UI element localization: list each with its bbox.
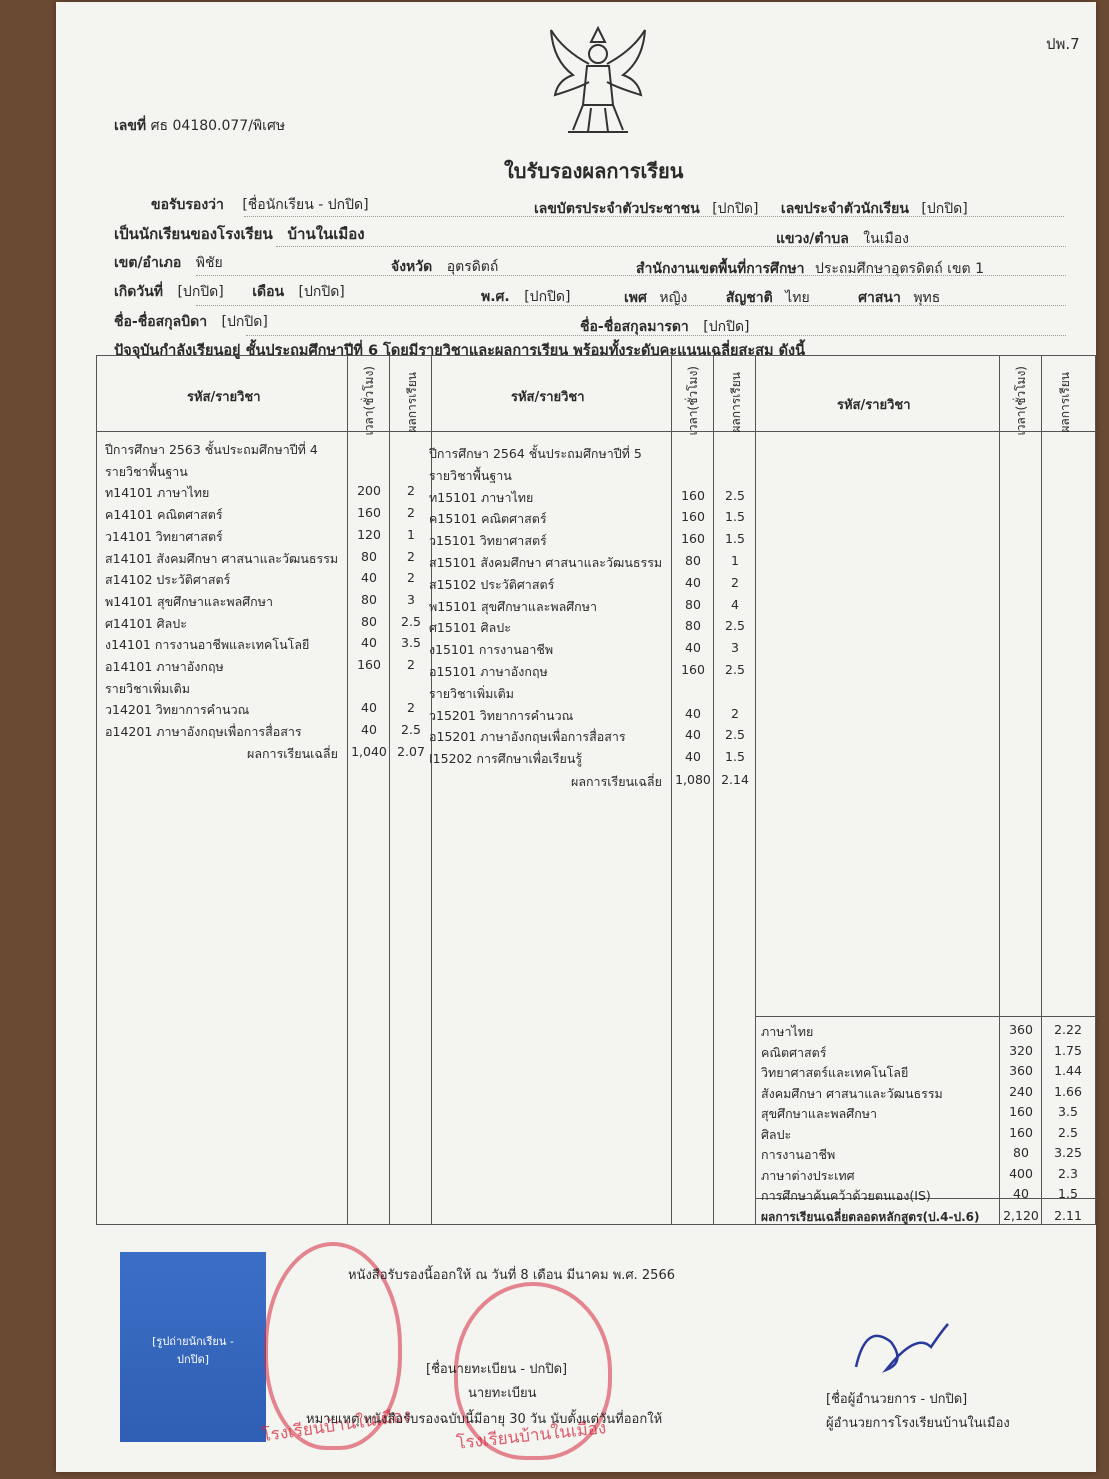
sex-row: เพศ หญิง สัญชาติ ไทย ศาสนา พุทธ: [624, 290, 941, 306]
col2-row-grade: 2: [731, 705, 739, 721]
col2-row-text: ว15201 วิทยาการคำนวณ: [429, 707, 574, 723]
sum-row-grade: 1.5: [1058, 1186, 1078, 1201]
col1-header-hours: เวลา(ชั่วโมง): [362, 366, 376, 436]
doc-number: เลขที่ ศธ 04180.077/พิเศษ: [114, 118, 286, 134]
col2-row-grade: 1: [731, 553, 739, 568]
director-name: [ชื่อผู้อำนวยการ - ปกปิด]: [826, 1392, 968, 1407]
sum-row-hours: 320: [1009, 1042, 1033, 1058]
col2-row-hours: 80: [685, 596, 701, 612]
col2-row-hours: 160: [681, 509, 705, 525]
col2-row-text: ศ15101 ศิลปะ: [429, 620, 511, 636]
col1-header-subject: รหัส/รายวิชา: [187, 390, 261, 405]
col1-row-text: รายวิชาพื้นฐาน: [105, 463, 188, 479]
sum-row-grade: 2.5: [1058, 1124, 1078, 1140]
col1-row-text: ว14101 วิทยาศาสตร์: [105, 528, 223, 544]
total-avg-label: ผลการเรียนเฉลี่ยตลอดหลักสูตร(ป.4-ป.6): [761, 1210, 980, 1224]
col1-row-grade: 2: [407, 657, 415, 672]
student-no-value: [ปกปิด]: [921, 201, 968, 217]
col1-row-grade: 3.5: [401, 635, 421, 651]
col2-row-text: ว15101 วิทยาศาสตร์: [429, 533, 547, 549]
col2-row-text: I15202 การศึกษาเพื่อเรียนรู้: [429, 751, 583, 767]
col2-row-grade: 1.5: [725, 531, 745, 547]
col1-row-hours: 80: [361, 613, 377, 629]
grades-table: [96, 355, 1096, 1225]
col1-row-text: ง14101 การงานอาชีพและเทคโนโลยี: [105, 637, 310, 653]
col1-row-text: อ14201 ภาษาอังกฤษเพื่อการสื่อสาร: [105, 724, 302, 740]
col1-row-grade: 2.5: [401, 613, 421, 629]
col2-row-grade: 4: [731, 596, 739, 612]
col1-row-grade: 2: [407, 505, 415, 521]
col1-row-text: ท14101 ภาษาไทย: [105, 485, 210, 501]
col2-row-text: รายวิชาพื้นฐาน: [429, 467, 512, 483]
col2-row-text: อ15101 ภาษาอังกฤษ: [429, 664, 548, 679]
col3-header-result: ผลการเรียน: [1058, 372, 1072, 433]
col2-row-grade: 2.5: [725, 618, 745, 634]
col2-row-grade: 2: [731, 574, 739, 590]
district-row: เขต/อำเภอ พิชัย: [114, 255, 223, 271]
col3-header-subject: รหัส/รายวิชา: [837, 398, 911, 413]
issued-date: หนังสือรับรองนี้ออกให้ ณ วันที่ 8 เดือน มีนาคม พ.ศ. 2566: [348, 1268, 675, 1283]
col2-row-grade: 1.5: [725, 509, 745, 525]
page-title: ใบรับรองผลการเรียน: [504, 159, 684, 183]
col2-row-hours: 80: [685, 618, 701, 634]
mother-row: ชื่อ-ชื่อสกุลมารดา [ปกปิด]: [580, 319, 750, 335]
year5-avg-hours: 1,080: [675, 772, 711, 787]
col1-row-hours: 40: [361, 700, 377, 716]
col2-row-grade: 1.5: [725, 749, 745, 765]
sum-row-hours: 360: [1009, 1063, 1033, 1078]
sum-row-grade: 3.25: [1054, 1145, 1082, 1160]
col2-row-text: ปีการศึกษา 2564 ชั้นประถมศึกษาปีที่ 5: [429, 446, 642, 461]
col1-row-text: อ14101 ภาษาอังกฤษ: [105, 659, 224, 674]
col1-row-hours: 40: [361, 635, 377, 651]
registrar-name: [ชื่อนายทะเบียน - ปกปิด]: [426, 1362, 568, 1377]
sum-row-hours: 400: [1009, 1165, 1033, 1181]
sum-row-text: ศิลปะ: [761, 1126, 792, 1142]
col2-header-result: ผลการเรียน: [729, 372, 743, 433]
col2-row-hours: 40: [685, 727, 701, 743]
sum-row-hours: 160: [1009, 1104, 1033, 1119]
sum-row-hours: 360: [1009, 1022, 1033, 1037]
year5-avg-label: ผลการเรียนเฉลี่ย: [571, 774, 662, 789]
birth-year-row: พ.ศ. [ปกปิด]: [481, 289, 571, 305]
id-card-row: เลขบัตรประจำตัวประชาชน [ปกปิด] เลขประจำตัวนักเรียน [ปกปิด]: [534, 201, 968, 217]
id-card-value: [ปกปิด]: [712, 201, 759, 217]
col2-row-text: ง15101 การงานอาชีพ: [429, 642, 554, 658]
col1-row-hours: 120: [357, 526, 381, 542]
col2-row-hours: 80: [685, 553, 701, 568]
sum-row-hours: 240: [1009, 1083, 1033, 1099]
col1-header-result: ผลการเรียน: [405, 372, 419, 433]
col1-row-hours: 160: [357, 505, 381, 521]
sum-row-text: การศึกษาค้นคว้าด้วยตนเอง(IS): [761, 1188, 931, 1203]
col1-row-grade: 3: [407, 591, 415, 607]
col1-row-grade: 2: [407, 548, 415, 564]
current-status: ปัจจุบันกำลังเรียนอยู่ ชั้นประถมศึกษาปีที่ 6 โดยมีรายวิชาและผลการเรียน พร้อมทั้งระดับคะแนนเฉลี่ยสะสม ดังนี้: [114, 343, 806, 359]
certificate-paper: [56, 2, 1096, 1472]
director-title: ผู้อำนวยการโรงเรียนบ้านในเมือง: [826, 1416, 1010, 1431]
col1-row-text: ส14102 ประวัติศาสตร์: [105, 572, 231, 588]
col2-header-hours: เวลา(ชั่วโมง): [686, 366, 700, 436]
year4-avg-grade: 2.07: [397, 744, 425, 759]
sum-row-hours: 80: [1013, 1145, 1029, 1160]
col1-row-hours: 40: [361, 722, 377, 738]
col2-row-grade: 2.5: [725, 727, 745, 743]
col1-row-text: ค14101 คณิตศาสตร์: [105, 507, 223, 523]
col1-row-grade: 2: [407, 700, 415, 716]
col2-row-text: พ15101 สุขศึกษาและพลศึกษา: [429, 598, 598, 614]
col2-row-grade: 2.5: [725, 662, 745, 677]
validity-note: หมายเหตุ หนังสือรับรองฉบับนี้มีอายุ 30 วัน นับตั้งแต่วันที่ออกให้: [306, 1412, 663, 1427]
col2-row-hours: 40: [685, 749, 701, 765]
registrar-title: นายทะเบียน: [468, 1386, 537, 1401]
col2-row-text: ส15101 สังคมศึกษา ศาสนาและวัฒนธรรม: [429, 555, 663, 570]
total-avg-grade: 2.11: [1054, 1208, 1082, 1223]
col1-row-grade: 2: [407, 483, 415, 499]
sum-row-grade: 1.66: [1054, 1083, 1082, 1099]
sum-row-hours: 40: [1013, 1186, 1029, 1201]
province-row: จังหวัด อุตรดิตถ์: [391, 259, 499, 275]
col1-row-hours: 80: [361, 591, 377, 607]
col1-row-text: ปีการศึกษา 2563 ชั้นประถมศึกษาปีที่ 4: [105, 442, 318, 457]
col2-row-hours: 40: [685, 574, 701, 590]
col2-row-grade: 3: [731, 640, 739, 656]
sum-row-grade: 1.75: [1054, 1042, 1082, 1058]
col1-row-grade: 1: [407, 526, 415, 542]
col1-row-grade: 2.5: [401, 722, 421, 738]
sum-row-text: การงานอาชีพ: [761, 1147, 836, 1162]
col1-row-text: ว14201 วิทยาการคำนวณ: [105, 702, 250, 718]
col1-row-grade: 2: [407, 570, 415, 586]
sum-row-text: คณิตศาสตร์: [761, 1044, 827, 1060]
col2-row-hours: 160: [681, 531, 705, 547]
stamp-text-1: โรงเรียนบ้านในเมือง: [260, 1405, 413, 1447]
col2-row-hours: 40: [685, 640, 701, 656]
garuda-emblem-icon: [543, 20, 653, 140]
sum-row-text: ภาษาต่างประเทศ: [761, 1167, 855, 1183]
sum-row-grade: 1.44: [1054, 1063, 1082, 1078]
col3-header-hours: เวลา(ชั่วโมง): [1014, 366, 1028, 436]
col1-row-text: ศ14101 ศิลปะ: [105, 615, 187, 631]
subdistrict-row: แขวง/ตำบล ในเมือง: [776, 231, 909, 247]
office-row: สำนักงานเขตพื้นที่การศึกษา ประถมศึกษาอุตรดิตถ์ เขต 1: [636, 261, 984, 277]
col2-row-hours: 40: [685, 705, 701, 721]
birth-row: เกิดวันที่ [ปกปิด] เดือน [ปกปิด]: [114, 284, 345, 300]
col2-row-grade: 2.5: [725, 487, 745, 503]
sum-row-text: สุขศึกษาและพลศึกษา: [761, 1106, 878, 1121]
year4-avg-hours: 1,040: [351, 744, 387, 759]
col2-row-text: อ15201 ภาษาอังกฤษเพื่อการสื่อสาร: [429, 729, 626, 745]
total-avg-hours: 2,120: [1003, 1208, 1039, 1223]
col1-row-hours: 200: [357, 483, 381, 499]
col2-header-subject: รหัส/รายวิชา: [511, 390, 585, 405]
col2-row-hours: 160: [681, 487, 705, 503]
sum-row-text: ภาษาไทย: [761, 1024, 814, 1039]
col1-row-hours: 160: [357, 657, 381, 672]
col1-row-text: พ14101 สุขศึกษาและพลศึกษา: [105, 593, 274, 609]
sum-row-text: สังคมศึกษา ศาสนาและวัฒนธรรม: [761, 1085, 943, 1101]
school-row: เป็นนักเรียนของโรงเรียน บ้านในเมือง: [114, 225, 365, 243]
year5-avg-grade: 2.14: [721, 772, 749, 787]
student-name: [ชื่อนักเรียน - ปกปิด]: [242, 197, 369, 213]
col1-row-text: ส14101 สังคมศึกษา ศาสนาและวัฒนธรรม: [105, 550, 339, 566]
col1-row-hours: 40: [361, 570, 377, 586]
col2-row-text: ส15102 ประวัติศาสตร์: [429, 576, 555, 592]
col2-row-hours: 160: [681, 662, 705, 677]
sum-row-text: วิทยาศาสตร์และเทคโนโลยี: [761, 1065, 909, 1080]
col1-row-hours: 80: [361, 548, 377, 564]
sum-row-grade: 2.22: [1054, 1022, 1082, 1037]
col1-row-text: รายวิชาเพิ่มเติม: [105, 680, 190, 696]
sum-row-grade: 2.3: [1058, 1165, 1078, 1181]
student-photo: [รูปถ่ายนักเรียน - ปกปิด]: [120, 1252, 266, 1442]
col2-row-text: รายวิชาเพิ่มเติม: [429, 685, 514, 701]
certify-row: ขอรับรองว่า [ชื่อนักเรียน - ปกปิด]: [151, 197, 369, 213]
director-signature-icon: [846, 1312, 956, 1382]
sum-row-grade: 3.5: [1058, 1104, 1078, 1119]
col2-row-text: ท15101 ภาษาไทย: [429, 489, 534, 505]
col2-row-text: ค15101 คณิตศาสตร์: [429, 511, 547, 527]
form-code: ปพ.7: [1046, 35, 1080, 53]
father-row: ชื่อ-ชื่อสกุลบิดา [ปกปิด]: [114, 314, 268, 330]
year4-avg-label: ผลการเรียนเฉลี่ย: [247, 746, 338, 761]
sum-row-hours: 160: [1009, 1124, 1033, 1140]
stamp-text-2: โรงเรียนบ้านในเมือง: [455, 1418, 608, 1454]
